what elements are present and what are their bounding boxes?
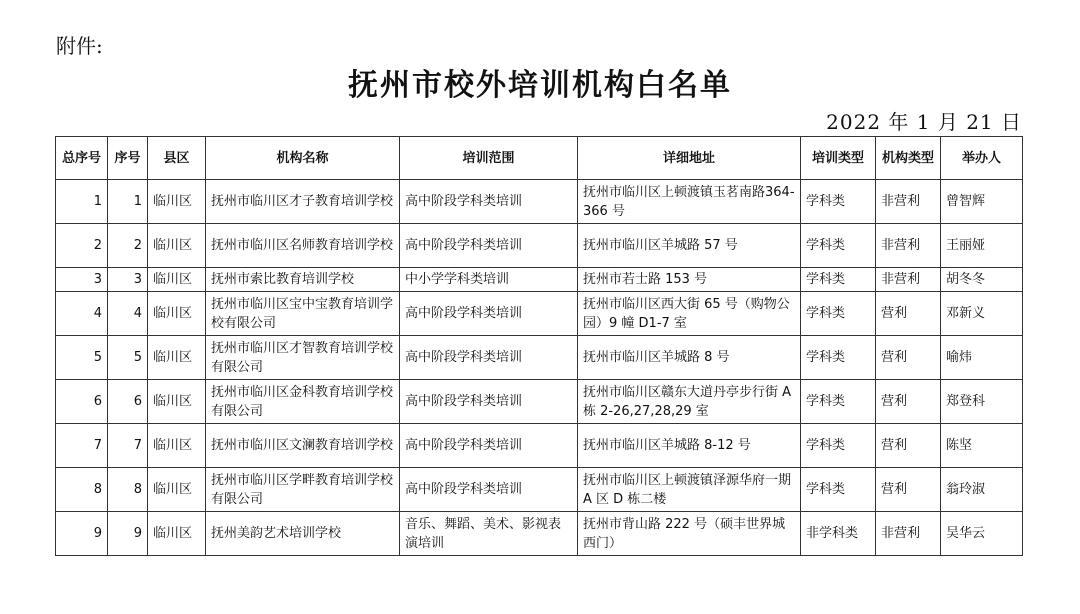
cell-sponsor: 陈坚 bbox=[941, 424, 1023, 468]
cell-name: 抚州市临川区金科教育培训学校有限公司 bbox=[206, 380, 400, 424]
header-county: 县区 bbox=[148, 137, 206, 180]
table-row bbox=[56, 292, 1023, 336]
cell-address: 抚州市临川区赣东大道丹亭步行街 A 栋 2-26,27,28,29 室 bbox=[578, 380, 801, 424]
cell-org-type: 营利 bbox=[876, 380, 941, 424]
cell-no: 6 bbox=[108, 380, 148, 424]
cell-category: 学科类 bbox=[801, 468, 876, 512]
cell-no: 7 bbox=[108, 424, 148, 468]
table-header-row bbox=[56, 137, 1023, 180]
cell-category: 学科类 bbox=[801, 268, 876, 292]
cell-sponsor: 吴华云 bbox=[941, 512, 1023, 556]
document-date: 2022 年 1 月 21 日 bbox=[826, 110, 1022, 134]
cell-scope: 高中阶段学科类培训 bbox=[400, 336, 578, 380]
header-total-no: 总序号 bbox=[56, 137, 108, 180]
cell-total-no: 6 bbox=[56, 380, 108, 424]
cell-address: 抚州市临川区羊城路 57 号 bbox=[578, 224, 801, 268]
cell-no: 2 bbox=[108, 224, 148, 268]
whitelist-table bbox=[55, 136, 1023, 556]
cell-org-type: 营利 bbox=[876, 468, 941, 512]
cell-no: 8 bbox=[108, 468, 148, 512]
header-no: 序号 bbox=[108, 137, 148, 180]
cell-org-type: 营利 bbox=[876, 424, 941, 468]
cell-category: 学科类 bbox=[801, 336, 876, 380]
cell-county: 临川区 bbox=[148, 424, 206, 468]
cell-scope: 高中阶段学科类培训 bbox=[400, 424, 578, 468]
cell-name: 抚州市临川区宝中宝教育培训学校有限公司 bbox=[206, 292, 400, 336]
cell-no: 4 bbox=[108, 292, 148, 336]
cell-name: 抚州市临川区学畔教育培训学校有限公司 bbox=[206, 468, 400, 512]
cell-address: 抚州市若士路 153 号 bbox=[578, 268, 801, 292]
table-row bbox=[56, 268, 1023, 292]
cell-scope: 高中阶段学科类培训 bbox=[400, 292, 578, 336]
cell-name: 抚州市索比教育培训学校 bbox=[206, 268, 400, 292]
cell-total-no: 5 bbox=[56, 336, 108, 380]
cell-address: 抚州市背山路 222 号（硕丰世界城西门） bbox=[578, 512, 801, 556]
cell-total-no: 1 bbox=[56, 180, 108, 224]
cell-county: 临川区 bbox=[148, 224, 206, 268]
cell-name: 抚州市临川区名师教育培训学校 bbox=[206, 224, 400, 268]
cell-sponsor: 王丽娅 bbox=[941, 224, 1023, 268]
cell-scope: 高中阶段学科类培训 bbox=[400, 380, 578, 424]
cell-category: 学科类 bbox=[801, 424, 876, 468]
cell-county: 临川区 bbox=[148, 180, 206, 224]
cell-no: 9 bbox=[108, 512, 148, 556]
table-row bbox=[56, 512, 1023, 556]
cell-total-no: 2 bbox=[56, 224, 108, 268]
table-row bbox=[56, 424, 1023, 468]
cell-name: 抚州市临川区才子教育培训学校 bbox=[206, 180, 400, 224]
cell-scope: 高中阶段学科类培训 bbox=[400, 224, 578, 268]
cell-total-no: 7 bbox=[56, 424, 108, 468]
cell-address: 抚州市临川区上顿渡镇泽源华府一期 A 区 D 栋二楼 bbox=[578, 468, 801, 512]
cell-org-type: 营利 bbox=[876, 336, 941, 380]
header-address: 详细地址 bbox=[578, 137, 801, 180]
header-name: 机构名称 bbox=[206, 137, 400, 180]
cell-address: 抚州市临川区羊城路 8-12 号 bbox=[578, 424, 801, 468]
cell-org-type: 非营利 bbox=[876, 512, 941, 556]
cell-category: 学科类 bbox=[801, 292, 876, 336]
cell-total-no: 9 bbox=[56, 512, 108, 556]
cell-county: 临川区 bbox=[148, 336, 206, 380]
cell-category: 非学科类 bbox=[801, 512, 876, 556]
header-scope: 培训范围 bbox=[400, 137, 578, 180]
cell-address: 抚州市临川区西大街 65 号（购物公园）9 幢 D1-7 室 bbox=[578, 292, 801, 336]
cell-name: 抚州美韵艺术培训学校 bbox=[206, 512, 400, 556]
cell-org-type: 非营利 bbox=[876, 268, 941, 292]
cell-county: 临川区 bbox=[148, 268, 206, 292]
table-row bbox=[56, 380, 1023, 424]
cell-sponsor: 胡冬冬 bbox=[941, 268, 1023, 292]
cell-name: 抚州市临川区才智教育培训学校有限公司 bbox=[206, 336, 400, 380]
page-title: 抚州市校外培训机构白名单 bbox=[348, 68, 732, 103]
header-org-type: 机构类型 bbox=[876, 137, 941, 180]
cell-scope: 高中阶段学科类培训 bbox=[400, 468, 578, 512]
cell-sponsor: 喻炜 bbox=[941, 336, 1023, 380]
header-category: 培训类型 bbox=[801, 137, 876, 180]
cell-sponsor: 邓新义 bbox=[941, 292, 1023, 336]
cell-total-no: 3 bbox=[56, 268, 108, 292]
cell-scope: 高中阶段学科类培训 bbox=[400, 180, 578, 224]
header-sponsor: 举办人 bbox=[941, 137, 1023, 180]
cell-sponsor: 郑登科 bbox=[941, 380, 1023, 424]
cell-category: 学科类 bbox=[801, 180, 876, 224]
cell-category: 学科类 bbox=[801, 224, 876, 268]
attachment-label: 附件: bbox=[56, 34, 103, 58]
cell-org-type: 非营利 bbox=[876, 224, 941, 268]
cell-scope: 音乐、舞蹈、美术、影视表演培训 bbox=[400, 512, 578, 556]
cell-county: 临川区 bbox=[148, 292, 206, 336]
cell-county: 临川区 bbox=[148, 380, 206, 424]
cell-no: 3 bbox=[108, 268, 148, 292]
cell-sponsor: 翁玲淑 bbox=[941, 468, 1023, 512]
cell-no: 1 bbox=[108, 180, 148, 224]
cell-county: 临川区 bbox=[148, 468, 206, 512]
table-row bbox=[56, 224, 1023, 268]
cell-scope: 中小学学科类培训 bbox=[400, 268, 578, 292]
cell-county: 临川区 bbox=[148, 512, 206, 556]
cell-address: 抚州市临川区上顿渡镇玉茗南路364-366 号 bbox=[578, 180, 801, 224]
cell-no: 5 bbox=[108, 336, 148, 380]
table-row bbox=[56, 468, 1023, 512]
cell-name: 抚州市临川区文澜教育培训学校 bbox=[206, 424, 400, 468]
cell-category: 学科类 bbox=[801, 380, 876, 424]
cell-total-no: 4 bbox=[56, 292, 108, 336]
cell-sponsor: 曾智辉 bbox=[941, 180, 1023, 224]
cell-org-type: 营利 bbox=[876, 292, 941, 336]
table-row bbox=[56, 336, 1023, 380]
cell-org-type: 非营利 bbox=[876, 180, 941, 224]
table-row bbox=[56, 180, 1023, 224]
cell-total-no: 8 bbox=[56, 468, 108, 512]
cell-address: 抚州市临川区羊城路 8 号 bbox=[578, 336, 801, 380]
